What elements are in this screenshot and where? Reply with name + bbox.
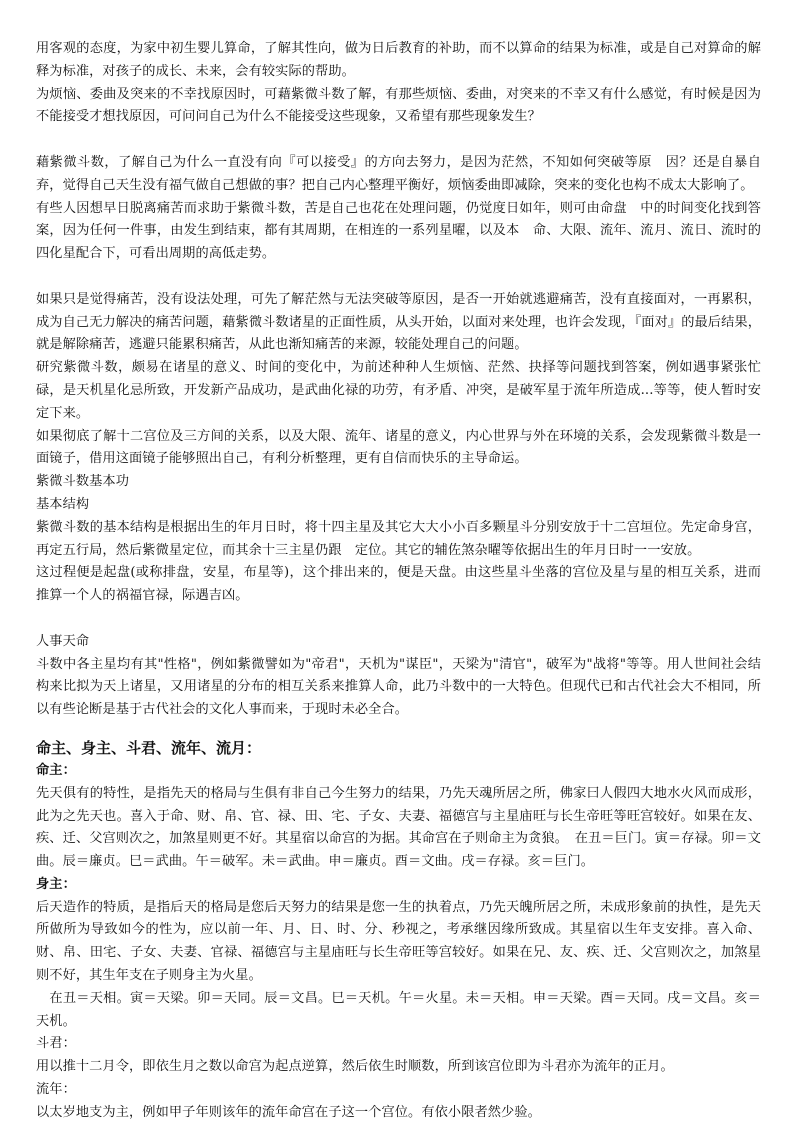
paragraph: 有些人因想早日脱离痛苦而求助于紫微斗数，苦是自己也花在处理问题，仍觉度日如年，则可由命盘 中的时间变化找到答案，因为任何一件事，由发生到结束，都有其周期，在相连的一系列星曜，以及本 命、大限、流年、流月、流日、流时的四化星配合下，可看出周期的高低走势。	[36, 200, 761, 262]
subtitle-basic-structure: 基本结构	[36, 496, 90, 512]
subtitle-basic-skills: 紫微斗数基本功	[36, 474, 130, 490]
section-heading: 命主、身主、斗君、流年、流月：	[36, 738, 262, 757]
paragraph: 在丑＝天相。寅＝天梁。卯＝天同。辰＝文昌。巳＝天机。午＝火星。未＝天相。申＝天梁。酉＝天同。戌＝文昌。亥＝天机。	[36, 990, 761, 1029]
paragraph: 用客观的态度，为家中初生婴儿算命，了解其性向，做为日后教育的补助，而不以算命的结果为标准，或是自己对算命的解释为标准，对孩子的成长、未来，会有较实际的帮助。	[36, 41, 761, 79]
ming-zhu-label: 命主：	[36, 762, 76, 778]
paragraph: 如果只是觉得痛苦，没有设法处理，可先了解茫然与无法突破等原因，是否一开始就逃避痛苦，没有直接面对，一再累积，成为自己无力解决的痛苦问题，藉紫微斗数诸星的正面性质，从头开始，以面对来处理，也许会发现，『面对』的最后结果，就是解除痛苦，逃避只能累积痛苦，从此也渐知痛苦的来源，较能处理自己的问题。	[36, 291, 761, 353]
paragraph: 紫微斗数的基本结构是根据出生的年月日时，将十四主星及其它大大小小百多颗星斗分别安放于十二宫垣位。先定命身宫，再定五行局，然后紫微星定位，而其余十三主星仍跟 定位。其它的辅佐煞杂曜等依据出生的年月日时一一安放。	[36, 519, 761, 558]
paragraph: 以太岁地支为主，例如甲子年则该年的流年命宫在子这一个宫位。有依小限者然少验。	[36, 1104, 541, 1120]
document-page	[36, 38, 761, 1125]
paragraph: 用以推十二月令，即依生月之数以命宫为起点逆算，然后依生时顺数，所到该宫位即为斗君亦为流年的正月。	[36, 1059, 674, 1075]
paragraph-gap	[36, 266, 761, 289]
paragraph: 藉紫微斗数，了解自己为什么一直没有向『可以接受』的方向去努力，是因为茫然，不知如何突破等原 因？还是自暴自弃，觉得自己天生没有福气做自己想做的事？把自己内心整理平衡好，烦恼委曲即减除，突来的变化也构不成太大影响了。	[36, 154, 761, 193]
liu-nian-label: 流年：	[36, 1082, 76, 1098]
paragraph-gap	[36, 608, 761, 631]
paragraph: 斗数中各主星均有其"性格"，例如紫微譬如为"帝君"，天机为"谋臣"，天梁为"清官"，破军为"战将"等等。用人世间社会结构来比拟为天上诸星，又用诸星的分布的相互关系来推算人命，此乃斗数中的一大特色。但现代已和古代社会大不相同，所以有些论断是基于古代社会的文化人事而来，于现时未必全合。	[36, 656, 761, 718]
paragraph: 后天造作的特质，是指后天的格局是您后天努力的结果是您一生的执着点，乃先天魄所居之所，未成形象前的执性，是先天所做所为导致如今的性为，应以前一年、月、日、时、分、秒视之，考承继因缘所致成。其星宿以生年支安排。喜入命、财、帛、田宅、子女、夫妻、官禄、福德宫与主星庙旺与长生帝旺等宫较好。如果在兄、友、疾、迁、父宫则次之，加煞星则不好，其生年支在子则身主为火星。	[36, 899, 761, 984]
subtitle-human-fate: 人事天命	[36, 633, 90, 649]
paragraph-gap	[36, 129, 761, 152]
paragraph-gap	[36, 722, 761, 732]
paragraph: 如果彻底了解十二宫位及三方间的关系，以及大限、流年、诸星的意义，内心世界与外在环境的关系，会发现紫微斗数是一面镜子，借用这面镜子能够照出自己，有利分析整理，更有自信而快乐的主导命运。	[36, 428, 761, 467]
paragraph: 先天俱有的特性，是指先天的格局与生俱有非自己今生努力的结果，乃先天魂所居之所，佛家曰人假四大地水火风而成形，此为之先天也。喜入于命、财、帛、官、禄、田、宅、子女、夫妻、福德宫与主星庙旺与长生帝旺等旺宫较好。如果在友、疾、迁、父宫则次之，加煞星则更不好。其星宿以命宫的为据。其命宫在子则命主为贪狼。 在丑＝巨门。寅＝存禄。卯＝文曲。辰＝廉贞。巳＝武曲。午＝破军。未＝武曲。申＝廉贞。酉＝文曲。戌＝存禄。亥＝巨门。	[36, 785, 761, 870]
paragraph: 这过程便是起盘(或称排盘，安星，布星等)，这个排出来的，便是天盘。由这些星斗坐落的宫位及星与星的相互关系，进而推算一个人的祸福官禄，际遇吉凶。	[36, 565, 761, 604]
paragraph: 为烦恼、委曲及突来的不幸找原因时，可藉紫微斗数了解，有那些烦恼、委曲，对突来的不幸又有什么感觉，有时候是因为不能接受才想找原因，可问问自己为什么不能接受这些现象，又希望有那些现象发生？	[36, 86, 761, 125]
dou-jun-label: 斗君：	[36, 1036, 76, 1052]
shen-zhu-label: 身主：	[36, 876, 76, 892]
paragraph: 研究紫微斗数，颇易在诸星的意义、时间的变化中，为前述种种人生烦恼、茫然、抉择等问题找到答案，例如遇事紧张忙碌，是天机星化忌所致，开发新产品成功，是武曲化禄的功劳，有矛盾、冲突，是破军星于流年所造成...等等，使人暂时安定下来。	[36, 360, 761, 421]
